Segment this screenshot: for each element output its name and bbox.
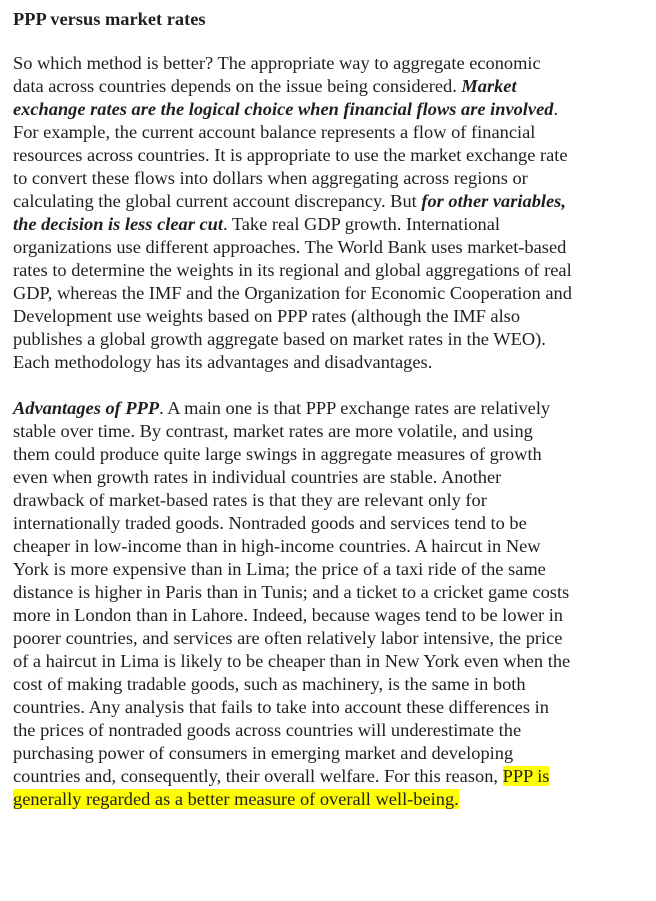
paragraph-text: So which method is better? The appropriate way to aggregate economic data across countries depends on the issue being considered. [13, 53, 541, 96]
emphasis-text: Market exchange rates are the logical choice when financial flows are involved [13, 76, 554, 119]
highlighted-text[interactable]: PPP is generally regarded as a better measure of overall well-being. [13, 766, 550, 809]
emphasis-text: for other variables, the decision is less clear cut [13, 191, 566, 234]
paragraph-advantages [13, 397, 573, 811]
emphasis-text: Advantages of PPP [13, 398, 160, 418]
paragraph-text: . For example, the current account balance represents a flow of financial resources across countries. It is appropriate to use the market exchange rate to convert these flows into dollars when aggregating across regions or calculating the global current account discrepancy. But [13, 99, 568, 211]
paragraph-method [13, 52, 573, 374]
paragraph-text: . Take real GDP growth. International organizations use different approaches. The World Bank uses market-based rates to determine the weights in its regional and global aggregations of real GDP, whereas the IMF and the Organization for Economic Cooperation and Development use weights based on PPP rates (although the IMF also publishes a global growth aggregate based on market rates in the WEO). Each methodology has its advantages and disadvantages. [13, 214, 572, 372]
article [13, 8, 573, 834]
paragraph-text: . A main one is that PPP exchange rates are relatively stable over time. By contrast, market rates are more volatile, and using them could produce quite large swings in aggregate measures of growth even when growth rates in individual countries are stable. Another drawback of market-based rates is that they are relevant only for internationally traded goods. Nontraded goods and services tend to be cheaper in low-income than in high-income countries. A haircut in New York is more expensive than in Lima; the price of a taxi ride of the same distance is higher in Paris than in Tunis; and a ticket to a cricket game costs more in London than in Lahore. Indeed, because wages tend to be lower in poorer countries, and services are often relatively labor intensive, the price of a haircut in Lima is likely to be cheaper than in New York even when the cost of making tradable goods, such as machinery, is the same in both countries. Any analysis that fails to take into account these differences in the prices of nontraded goods across countries will underestimate the purchasing power of consumers in emerging market and developing countries and, consequently, their overall welfare. For this reason, [13, 398, 571, 786]
section-heading: PPP versus market rates [13, 9, 206, 29]
